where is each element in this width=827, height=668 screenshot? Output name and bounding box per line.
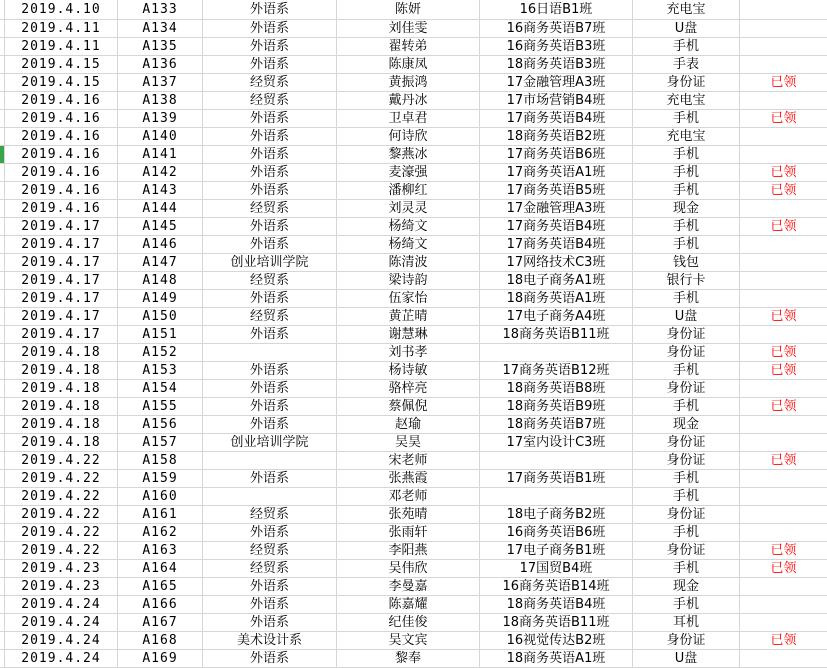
cell-name[interactable]: 刘书孝 (337, 344, 480, 362)
cell-department[interactable]: 经贸系 (203, 272, 337, 290)
cell-item[interactable]: 充电宝 (633, 92, 740, 110)
cell-department[interactable]: 外语系 (203, 398, 337, 416)
table-row (0, 218, 827, 236)
table-row (0, 416, 827, 434)
table-row (0, 650, 827, 668)
cell-date[interactable]: 2019.4.16 (5, 146, 118, 164)
cell-class[interactable] (480, 452, 633, 470)
cell-id[interactable]: A155 (118, 398, 203, 416)
cell-date[interactable]: 2019.4.18 (5, 416, 118, 434)
table-row (0, 200, 827, 218)
cell-name[interactable]: 卫卓君 (337, 110, 480, 128)
cell-id[interactable]: A146 (118, 236, 203, 254)
table-row (0, 56, 827, 74)
cell-date[interactable]: 2019.4.16 (5, 182, 118, 200)
cell-class[interactable]: 17商务英语A1班 (480, 164, 633, 182)
cell-department[interactable]: 外语系 (203, 650, 337, 668)
cell-claimed-status[interactable]: 已领 (740, 542, 827, 560)
cell-class[interactable] (480, 488, 633, 506)
cell-name[interactable]: 吴昊 (337, 434, 480, 452)
cell-department[interactable]: 外语系 (203, 146, 337, 164)
cell-claimed-status[interactable] (740, 596, 827, 614)
cell-name[interactable]: 陈妍 (337, 0, 480, 20)
cell-name[interactable]: 黎奉 (337, 650, 480, 668)
cell-class[interactable]: 18电子商务A1班 (480, 272, 633, 290)
table-row (0, 344, 827, 362)
table-row (0, 632, 827, 650)
cell-claimed-status[interactable] (740, 470, 827, 488)
cell-claimed-status[interactable]: 已领 (740, 344, 827, 362)
cell-date[interactable]: 2019.4.24 (5, 614, 118, 632)
cell-item[interactable]: 身份证 (633, 452, 740, 470)
table-row (0, 614, 827, 632)
cell-id[interactable]: A157 (118, 434, 203, 452)
cell-item[interactable]: 手机 (633, 218, 740, 236)
cell-claimed-status[interactable] (740, 524, 827, 542)
cell-id[interactable]: A138 (118, 92, 203, 110)
cell-item[interactable]: 手机 (633, 182, 740, 200)
cell-class[interactable]: 17商务英语B4班 (480, 218, 633, 236)
cell-date[interactable]: 2019.4.16 (5, 110, 118, 128)
cell-date[interactable]: 2019.4.23 (5, 578, 118, 596)
cell-item[interactable]: 身份证 (633, 344, 740, 362)
cell-claimed-status[interactable]: 已领 (740, 632, 827, 650)
cell-department[interactable]: 经贸系 (203, 542, 337, 560)
cell-id[interactable]: A156 (118, 416, 203, 434)
cell-id[interactable]: A144 (118, 200, 203, 218)
cell-department[interactable]: 外语系 (203, 218, 337, 236)
cell-id[interactable]: A136 (118, 56, 203, 74)
cell-date[interactable]: 2019.4.22 (5, 470, 118, 488)
cell-claimed-status[interactable] (740, 200, 827, 218)
table-row (0, 326, 827, 344)
table-row (0, 164, 827, 182)
table-row (0, 128, 827, 146)
cell-date[interactable]: 2019.4.11 (5, 20, 118, 38)
cell-claimed-status[interactable] (740, 236, 827, 254)
cell-name[interactable]: 纪佳俊 (337, 614, 480, 632)
table-row (0, 308, 827, 326)
cell-name[interactable]: 谢慧琳 (337, 326, 480, 344)
cell-claimed-status[interactable] (740, 92, 827, 110)
table-row (0, 0, 827, 20)
cell-claimed-status[interactable] (740, 434, 827, 452)
cell-class[interactable]: 16日语B1班 (480, 0, 633, 20)
cell-department[interactable]: 创业培训学院 (203, 254, 337, 272)
cell-claimed-status[interactable]: 已领 (740, 218, 827, 236)
cell-item[interactable]: 身份证 (633, 542, 740, 560)
cell-id[interactable]: A149 (118, 290, 203, 308)
cell-name[interactable]: 翟转弟 (337, 38, 480, 56)
cell-date[interactable]: 2019.4.17 (5, 290, 118, 308)
cell-name[interactable]: 吴伟欣 (337, 560, 480, 578)
cell-name[interactable]: 杨绮文 (337, 218, 480, 236)
table-row (0, 92, 827, 110)
cell-item[interactable]: U盘 (633, 20, 740, 38)
cell-id[interactable]: A148 (118, 272, 203, 290)
cell-claimed-status[interactable] (740, 38, 827, 56)
cell-name[interactable]: 陈康凤 (337, 56, 480, 74)
cell-id[interactable]: A134 (118, 20, 203, 38)
cell-item[interactable]: 手机 (633, 164, 740, 182)
cell-class[interactable]: 16商务英语B6班 (480, 524, 633, 542)
cell-name[interactable]: 赵瑜 (337, 416, 480, 434)
cell-department[interactable]: 外语系 (203, 0, 337, 20)
cell-department[interactable]: 经贸系 (203, 92, 337, 110)
table-row (0, 272, 827, 290)
cell-class[interactable]: 18商务英语B11班 (480, 614, 633, 632)
cell-class[interactable]: 18商务英语B2班 (480, 128, 633, 146)
table-row (0, 182, 827, 200)
cell-name[interactable]: 戴丹冰 (337, 92, 480, 110)
cell-department[interactable]: 外语系 (203, 362, 337, 380)
cell-department[interactable] (203, 452, 337, 470)
cell-item[interactable]: 现金 (633, 416, 740, 434)
cell-department[interactable]: 外语系 (203, 524, 337, 542)
cell-item[interactable]: 身份证 (633, 74, 740, 92)
cell-name[interactable]: 杨诗敏 (337, 362, 480, 380)
cell-class[interactable]: 18商务英语B3班 (480, 56, 633, 74)
cell-item[interactable]: 银行卡 (633, 272, 740, 290)
cell-id[interactable]: A154 (118, 380, 203, 398)
cell-class[interactable]: 18商务英语B7班 (480, 416, 633, 434)
cell-department[interactable]: 外语系 (203, 596, 337, 614)
cell-id[interactable]: A145 (118, 218, 203, 236)
table-row (0, 488, 827, 506)
cell-item[interactable]: 手机 (633, 596, 740, 614)
cell-department[interactable]: 创业培训学院 (203, 434, 337, 452)
cell-claimed-status[interactable] (740, 614, 827, 632)
table-row (0, 110, 827, 128)
cell-class[interactable]: 17电子商务A4班 (480, 308, 633, 326)
cell-class[interactable]: 17金融管理A3班 (480, 200, 633, 218)
cell-id[interactable]: A143 (118, 182, 203, 200)
cell-claimed-status[interactable] (740, 380, 827, 398)
cell-class[interactable]: 17室内设计C3班 (480, 434, 633, 452)
cell-date[interactable]: 2019.4.17 (5, 254, 118, 272)
cell-class[interactable]: 18电子商务B2班 (480, 506, 633, 524)
cell-department[interactable]: 经贸系 (203, 74, 337, 92)
cell-class[interactable]: 17市场营销B4班 (480, 92, 633, 110)
table-row (0, 452, 827, 470)
table-row (0, 290, 827, 308)
cell-name[interactable]: 刘佳雯 (337, 20, 480, 38)
table-row (0, 398, 827, 416)
cell-name[interactable]: 黎燕冰 (337, 146, 480, 164)
cell-date[interactable]: 2019.4.22 (5, 506, 118, 524)
cell-claimed-status[interactable] (740, 128, 827, 146)
cell-department[interactable]: 经贸系 (203, 506, 337, 524)
cell-name[interactable]: 吴文宾 (337, 632, 480, 650)
cell-date[interactable]: 2019.4.10 (5, 0, 118, 20)
cell-department[interactable] (203, 344, 337, 362)
cell-name[interactable]: 黄振鸿 (337, 74, 480, 92)
cell-date[interactable]: 2019.4.22 (5, 524, 118, 542)
cell-class[interactable]: 16商务英语B14班 (480, 578, 633, 596)
table-row (0, 506, 827, 524)
cell-department[interactable]: 外语系 (203, 38, 337, 56)
cell-id[interactable]: A168 (118, 632, 203, 650)
cell-class[interactable]: 18商务英语A1班 (480, 650, 633, 668)
cell-claimed-status[interactable] (740, 0, 827, 20)
table-row (0, 362, 827, 380)
cell-claimed-status[interactable] (740, 290, 827, 308)
cell-claimed-status[interactable] (740, 254, 827, 272)
table-row (0, 254, 827, 272)
cell-class[interactable]: 17商务英语B5班 (480, 182, 633, 200)
cell-department[interactable]: 外语系 (203, 20, 337, 38)
cell-claimed-status[interactable] (740, 272, 827, 290)
cell-department[interactable]: 美术设计系 (203, 632, 337, 650)
cell-item[interactable]: 充电宝 (633, 0, 740, 20)
cell-class[interactable]: 17金融管理A3班 (480, 74, 633, 92)
cell-id[interactable]: A159 (118, 470, 203, 488)
cell-class[interactable]: 16视觉传达B2班 (480, 632, 633, 650)
cell-department[interactable]: 外语系 (203, 182, 337, 200)
cell-item[interactable]: 手机 (633, 290, 740, 308)
cell-date[interactable]: 2019.4.23 (5, 560, 118, 578)
table-row (0, 524, 827, 542)
cell-date[interactable]: 2019.4.24 (5, 596, 118, 614)
cell-id[interactable]: A158 (118, 452, 203, 470)
cell-id[interactable]: A153 (118, 362, 203, 380)
cell-item[interactable]: 身份证 (633, 326, 740, 344)
cell-department[interactable]: 外语系 (203, 578, 337, 596)
cell-item[interactable]: 手机 (633, 110, 740, 128)
cell-item[interactable]: 手机 (633, 146, 740, 164)
cell-date[interactable]: 2019.4.18 (5, 344, 118, 362)
cell-id[interactable]: A167 (118, 614, 203, 632)
cell-name[interactable]: 邓老师 (337, 488, 480, 506)
cell-claimed-status[interactable] (740, 56, 827, 74)
cell-claimed-status[interactable]: 已领 (740, 182, 827, 200)
cell-name[interactable]: 张雨轩 (337, 524, 480, 542)
table-row (0, 578, 827, 596)
cell-claimed-status[interactable] (740, 650, 827, 668)
cell-class[interactable]: 17商务英语B12班 (480, 362, 633, 380)
cell-id[interactable]: A150 (118, 308, 203, 326)
cell-date[interactable]: 2019.4.16 (5, 128, 118, 146)
table-row (0, 20, 827, 38)
cell-item[interactable]: 手机 (633, 524, 740, 542)
cell-date[interactable]: 2019.4.16 (5, 200, 118, 218)
cell-claimed-status[interactable] (740, 488, 827, 506)
cell-department[interactable]: 外语系 (203, 470, 337, 488)
cell-item[interactable]: 耳机 (633, 614, 740, 632)
cell-class[interactable]: 17商务英语B4班 (480, 236, 633, 254)
cell-item[interactable]: 手机 (633, 38, 740, 56)
cell-claimed-status[interactable]: 已领 (740, 560, 827, 578)
cell-claimed-status[interactable] (740, 416, 827, 434)
cell-claimed-status[interactable]: 已领 (740, 164, 827, 182)
cell-date[interactable]: 2019.4.15 (5, 74, 118, 92)
cell-name[interactable]: 陈清波 (337, 254, 480, 272)
cell-date[interactable]: 2019.4.16 (5, 164, 118, 182)
cell-date[interactable]: 2019.4.18 (5, 380, 118, 398)
cell-id[interactable]: A147 (118, 254, 203, 272)
cell-id[interactable]: A169 (118, 650, 203, 668)
cell-class[interactable]: 17电子商务B1班 (480, 542, 633, 560)
cell-item[interactable]: 手表 (633, 56, 740, 74)
cell-class[interactable]: 17商务英语B4班 (480, 110, 633, 128)
cell-class[interactable]: 17商务英语B6班 (480, 146, 633, 164)
cell-item[interactable]: 手机 (633, 470, 740, 488)
table-row (0, 470, 827, 488)
cell-id[interactable]: A160 (118, 488, 203, 506)
cell-department[interactable]: 外语系 (203, 236, 337, 254)
cell-item[interactable]: 身份证 (633, 506, 740, 524)
cell-claimed-status[interactable] (740, 506, 827, 524)
cell-name[interactable]: 刘灵灵 (337, 200, 480, 218)
cell-name[interactable]: 潘柳红 (337, 182, 480, 200)
table-row (0, 74, 827, 92)
cell-id[interactable]: A140 (118, 128, 203, 146)
cell-name[interactable]: 蔡佩倪 (337, 398, 480, 416)
cell-id[interactable]: A162 (118, 524, 203, 542)
cell-id[interactable]: A151 (118, 326, 203, 344)
cell-department[interactable]: 外语系 (203, 614, 337, 632)
cell-date[interactable]: 2019.4.24 (5, 650, 118, 668)
table-row (0, 38, 827, 56)
cell-class[interactable]: 16商务英语B7班 (480, 20, 633, 38)
cell-id[interactable]: A133 (118, 0, 203, 20)
cell-id[interactable]: A164 (118, 560, 203, 578)
cell-department[interactable]: 外语系 (203, 164, 337, 182)
cell-class[interactable] (480, 344, 633, 362)
cell-name[interactable]: 梁诗韵 (337, 272, 480, 290)
cell-name[interactable]: 黄芷晴 (337, 308, 480, 326)
cell-item[interactable]: 手机 (633, 560, 740, 578)
cell-item[interactable]: U盘 (633, 308, 740, 326)
cell-item[interactable]: 钱包 (633, 254, 740, 272)
cell-id[interactable]: A166 (118, 596, 203, 614)
cell-department[interactable]: 外语系 (203, 128, 337, 146)
cell-item[interactable]: 身份证 (633, 632, 740, 650)
cell-item[interactable]: 手机 (633, 488, 740, 506)
cell-item[interactable]: 手机 (633, 362, 740, 380)
cell-date[interactable]: 2019.4.17 (5, 308, 118, 326)
cell-claimed-status[interactable] (740, 326, 827, 344)
cell-date[interactable]: 2019.4.17 (5, 272, 118, 290)
table-row (0, 560, 827, 578)
cell-id[interactable]: A135 (118, 38, 203, 56)
cell-claimed-status[interactable]: 已领 (740, 110, 827, 128)
cell-date[interactable]: 2019.4.22 (5, 488, 118, 506)
cell-id[interactable]: A163 (118, 542, 203, 560)
cell-item[interactable]: 手机 (633, 398, 740, 416)
cell-claimed-status[interactable] (740, 20, 827, 38)
cell-claimed-status[interactable] (740, 578, 827, 596)
cell-class[interactable]: 18商务英语B11班 (480, 326, 633, 344)
cell-claimed-status[interactable]: 已领 (740, 452, 827, 470)
cell-department[interactable] (203, 488, 337, 506)
cell-item[interactable]: 身份证 (633, 434, 740, 452)
cell-date[interactable]: 2019.4.11 (5, 38, 118, 56)
cell-department[interactable]: 外语系 (203, 290, 337, 308)
cell-date[interactable]: 2019.4.24 (5, 632, 118, 650)
cell-item[interactable]: 手机 (633, 236, 740, 254)
cell-department[interactable]: 外语系 (203, 416, 337, 434)
cell-name[interactable]: 李曼嘉 (337, 578, 480, 596)
cell-department[interactable]: 外语系 (203, 110, 337, 128)
cell-date[interactable]: 2019.4.17 (5, 326, 118, 344)
cell-class[interactable]: 18商务英语B9班 (480, 398, 633, 416)
cell-name[interactable]: 杨绮文 (337, 236, 480, 254)
table-row (0, 380, 827, 398)
cell-class[interactable]: 17商务英语B1班 (480, 470, 633, 488)
cell-department[interactable]: 外语系 (203, 56, 337, 74)
cell-id[interactable]: A152 (118, 344, 203, 362)
cell-name[interactable]: 何诗欣 (337, 128, 480, 146)
cell-date[interactable]: 2019.4.17 (5, 236, 118, 254)
cell-date[interactable]: 2019.4.18 (5, 398, 118, 416)
cell-class[interactable]: 17网络技术C3班 (480, 254, 633, 272)
cell-date[interactable]: 2019.4.15 (5, 56, 118, 74)
cell-item[interactable]: 现金 (633, 200, 740, 218)
cell-class[interactable]: 17国贸B4班 (480, 560, 633, 578)
cell-date[interactable]: 2019.4.17 (5, 218, 118, 236)
cell-id[interactable]: A141 (118, 146, 203, 164)
cell-claimed-status[interactable] (740, 146, 827, 164)
cell-id[interactable]: A142 (118, 164, 203, 182)
cell-claimed-status[interactable]: 已领 (740, 74, 827, 92)
cell-id[interactable]: A161 (118, 506, 203, 524)
cell-id[interactable]: A165 (118, 578, 203, 596)
table-row (0, 434, 827, 452)
cell-name[interactable]: 张苑晴 (337, 506, 480, 524)
cell-name[interactable]: 宋老师 (337, 452, 480, 470)
cell-item[interactable]: 身份证 (633, 380, 740, 398)
cell-date[interactable]: 2019.4.18 (5, 434, 118, 452)
cell-name[interactable]: 伍家怡 (337, 290, 480, 308)
cell-department[interactable]: 经贸系 (203, 560, 337, 578)
cell-claimed-status[interactable]: 已领 (740, 398, 827, 416)
cell-name[interactable]: 陈嘉耀 (337, 596, 480, 614)
cell-department[interactable]: 经贸系 (203, 308, 337, 326)
cell-item[interactable]: 充电宝 (633, 128, 740, 146)
cell-item[interactable]: 现金 (633, 578, 740, 596)
cell-claimed-status[interactable]: 已领 (740, 362, 827, 380)
cell-date[interactable]: 2019.4.16 (5, 92, 118, 110)
cell-class[interactable]: 18商务英语A1班 (480, 290, 633, 308)
cell-department[interactable]: 经贸系 (203, 200, 337, 218)
cell-id[interactable]: A137 (118, 74, 203, 92)
cell-name[interactable]: 麦濠强 (337, 164, 480, 182)
table-row (0, 542, 827, 560)
cell-department[interactable]: 外语系 (203, 380, 337, 398)
cell-name[interactable]: 李阳燕 (337, 542, 480, 560)
table-row (0, 146, 827, 164)
cell-department[interactable]: 外语系 (203, 326, 337, 344)
cell-date[interactable]: 2019.4.22 (5, 542, 118, 560)
table-row (0, 596, 827, 614)
cell-class[interactable]: 18商务英语B4班 (480, 596, 633, 614)
cell-name[interactable]: 骆梓亮 (337, 380, 480, 398)
table-row (0, 236, 827, 254)
cell-date[interactable]: 2019.4.22 (5, 452, 118, 470)
cell-class[interactable]: 16商务英语B3班 (480, 38, 633, 56)
cell-item[interactable]: U盘 (633, 650, 740, 668)
cell-name[interactable]: 张燕霞 (337, 470, 480, 488)
cell-class[interactable]: 18商务英语B8班 (480, 380, 633, 398)
cell-date[interactable]: 2019.4.18 (5, 362, 118, 380)
cell-id[interactable]: A139 (118, 110, 203, 128)
cell-claimed-status[interactable]: 已领 (740, 308, 827, 326)
